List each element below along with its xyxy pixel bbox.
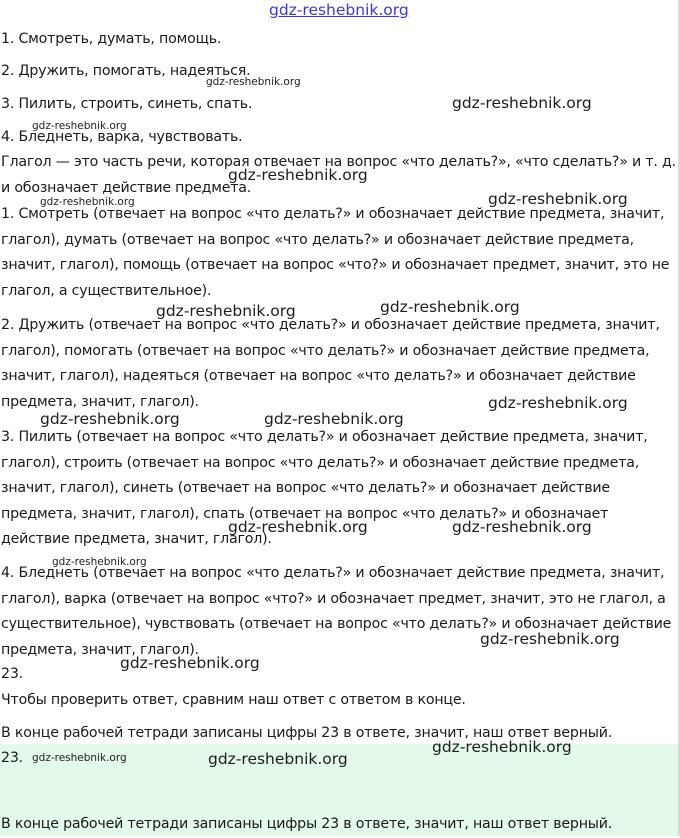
list-item-2: 2. Дружить, помогать, надеяться.	[1, 63, 251, 79]
check-sentence: Чтобы проверить ответ, сравним наш ответ с ответом в конце.	[1, 692, 466, 708]
list-item-3: 3. Пилить, строить, синеть, спать.	[1, 96, 253, 112]
watermark: gdz-reshebnik.org	[228, 518, 368, 536]
definition: Глагол — это часть речи, которая отвечает на вопрос «что делать?», «что сделать?» и т. д. и обозначает действие предмета.	[1, 154, 680, 196]
explanation-3: 3. Пилить (отвечает на вопрос «что делать?» и обозначает действие предмета, значит, глагол), строить (отвечает на вопрос «что делать?» и обозначает действие предмета, значит, глагол), синеть (отвечает на вопрос «что делать?» и обозначает действие предмета, значит, глагол), спать (отвечает на вопрос «что делать?» и обозначает действие предмета, значит, глагол).	[1, 429, 652, 547]
watermark: gdz-reshebnik.org	[32, 752, 127, 764]
watermark: gdz-reshebnik.org	[52, 556, 147, 568]
watermark: gdz-reshebnik.org	[480, 630, 620, 648]
watermark: gdz-reshebnik.org	[264, 410, 404, 428]
conclusion: В конце рабочей тетради записаны цифры 23 в ответе, значит, наш ответ верный.	[1, 725, 613, 741]
watermark: gdz-reshebnik.org	[208, 750, 348, 768]
watermark: gdz-reshebnik.org	[40, 410, 180, 428]
watermark: gdz-reshebnik.org	[452, 94, 592, 112]
conclusion-2: В конце рабочей тетради записаны цифры 23 в ответе, значит, наш ответ верный.	[1, 816, 613, 832]
watermark: gdz-reshebnik.org	[488, 190, 628, 208]
watermark: gdz-reshebnik.org	[488, 394, 628, 412]
watermark: gdz-reshebnik.org	[380, 298, 520, 316]
task-number-2: 23.	[1, 750, 23, 766]
task-number: 23.	[1, 666, 23, 682]
explanation-2: 2. Дружить (отвечает на вопрос «что делать?» и обозначает действие предмета, значит, глагол), помогать (отвечает на вопрос «что делать?» и обозначает действие предмета, значит, глагол), надеяться (отвечает на вопрос «что делать?» и обозначает действие предмета, значит, глагол).	[1, 317, 664, 410]
watermark: gdz-reshebnik.org	[40, 196, 135, 208]
watermark: gdz-reshebnik.org	[32, 120, 127, 132]
watermark: gdz-reshebnik.org	[432, 738, 572, 756]
watermark: gdz-reshebnik.org	[206, 76, 301, 88]
watermark: gdz-reshebnik.org	[156, 302, 296, 320]
list-item-4: 4. Бледнеть, варка, чувствовать.	[1, 129, 243, 145]
explanation-4: 4. Бледнеть (отвечает на вопрос «что делать?» и обозначает действие предмета, значит, глагол), варка (отвечает на вопрос «что?» и обозначает предмет, значит, это не глагол, а существительное), чувствовать (отвечает на вопрос «что делать?» и обозначает действие предмета, значит, глагол).	[1, 565, 676, 658]
explanation-1: 1. Смотреть (отвечает на вопрос «что делать?» и обозначает действие предмета, значит, глагол), думать (отвечает на вопрос «что делать?» и обозначает действие предмета, значит, глагол), помощь (отвечает на вопрос «что?» и обозначает предмет, значит, это не глагол, а существительное).	[1, 206, 674, 299]
watermark: gdz-reshebnik.org	[452, 518, 592, 536]
list-item-1: 1. Смотреть, думать, помощь.	[1, 31, 222, 47]
watermark-header-link[interactable]: gdz-reshebnik.org	[269, 1, 409, 19]
watermark: gdz-reshebnik.org	[120, 654, 260, 672]
watermark: gdz-reshebnik.org	[228, 166, 368, 184]
